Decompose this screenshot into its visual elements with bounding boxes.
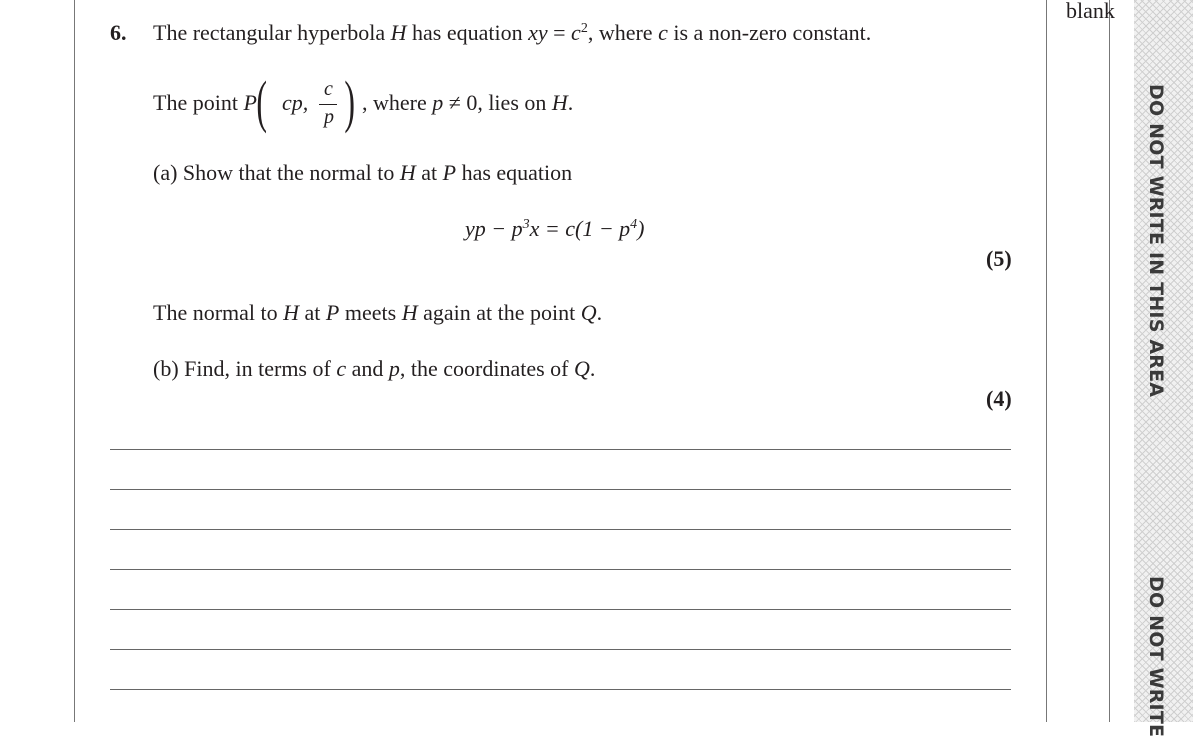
answer-line[interactable] (110, 489, 1011, 490)
answer-line[interactable] (110, 449, 1011, 450)
answer-line[interactable] (110, 609, 1011, 610)
blank-column-right-rule (1109, 0, 1110, 722)
question-number: 6. (110, 20, 127, 45)
right-parenthesis: ) (344, 69, 355, 134)
blank-label: blank (1066, 0, 1115, 23)
point-statement: The point P (153, 90, 257, 115)
part-b-prompt: (b) Find, in terms of c and p, the coordinates of Q. (153, 356, 596, 381)
normal-meets-statement: The normal to H at P meets H again at the point Q. (153, 300, 603, 325)
answer-line[interactable] (110, 689, 1011, 690)
fraction-denominator: p (324, 106, 334, 128)
blank-column-left-rule (1046, 0, 1047, 722)
part-a-prompt: (a) Show that the normal to H at P has equation (153, 160, 573, 185)
point-condition: , where p ≠ 0, lies on H. (362, 90, 574, 115)
point-x-coordinate: cp, (282, 90, 309, 115)
fraction-bar (319, 104, 337, 105)
answer-line[interactable] (110, 569, 1011, 570)
normal-equation: yp − $p^3x = c(1 - p^4)$ (465, 216, 645, 241)
part-a-marks: (5) (986, 246, 1012, 271)
left-parenthesis: ( (256, 69, 267, 134)
fraction-numerator: c (324, 78, 333, 100)
answer-line[interactable] (110, 649, 1011, 650)
question-intro: The rectangular hyperbola H has equation xy = $c^2$, where c is a non-zero constant. (153, 20, 872, 45)
answer-line[interactable] (110, 529, 1011, 530)
part-b-marks: (4) (986, 386, 1012, 411)
left-margin-rule (74, 0, 75, 722)
